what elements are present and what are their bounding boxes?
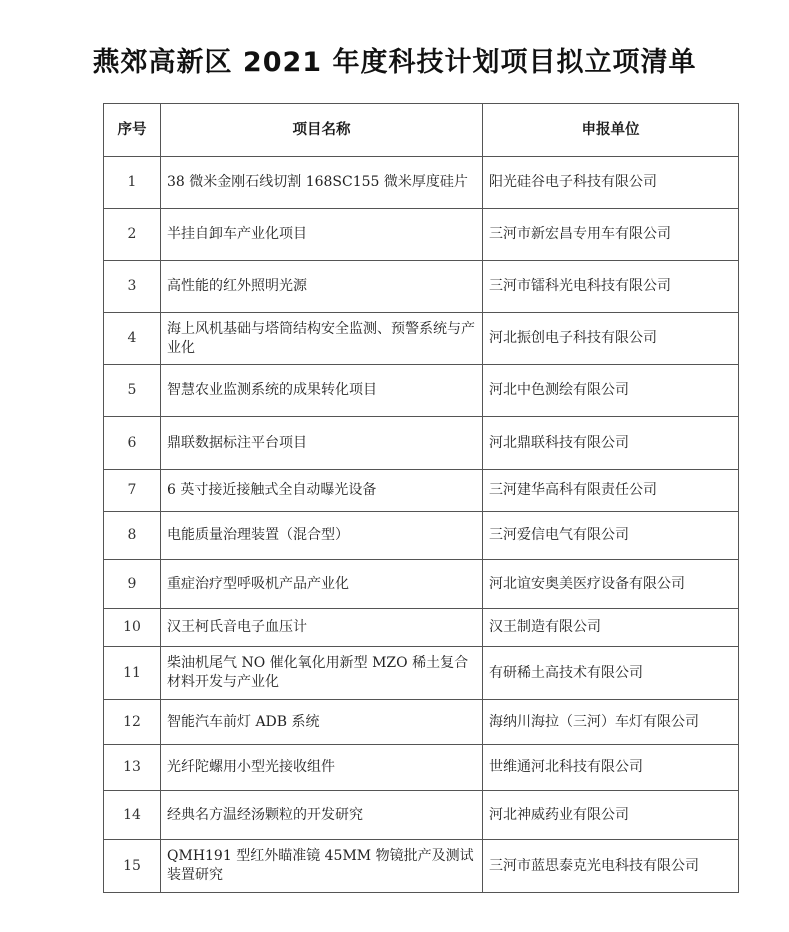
header-seq: 序号 bbox=[104, 104, 161, 157]
row-project-name: 重症治疗型呼吸机产品产业化 bbox=[161, 560, 483, 609]
row-seq: 3 bbox=[104, 261, 161, 313]
header-project-name: 项目名称 bbox=[161, 104, 483, 157]
table-row bbox=[104, 365, 739, 417]
table-row bbox=[104, 313, 739, 365]
table-row bbox=[104, 560, 739, 609]
row-applicant-unit: 有研稀土高技术有限公司 bbox=[483, 647, 739, 700]
row-seq: 9 bbox=[104, 560, 161, 609]
row-project-name: 38 微米金刚石线切割 168SC155 微米厚度硅片 bbox=[161, 157, 483, 209]
row-applicant-unit: 阳光硅谷电子科技有限公司 bbox=[483, 157, 739, 209]
table-row bbox=[104, 512, 739, 560]
row-project-name: QMH191 型红外瞄准镜 45MM 物镜批产及测试装置研究 bbox=[161, 840, 483, 893]
row-project-name: 半挂自卸车产业化项目 bbox=[161, 209, 483, 261]
row-applicant-unit: 三河市新宏昌专用车有限公司 bbox=[483, 209, 739, 261]
row-applicant-unit: 河北谊安奥美医疗设备有限公司 bbox=[483, 560, 739, 609]
row-applicant-unit: 三河市蓝思泰克光电科技有限公司 bbox=[483, 840, 739, 893]
table-row bbox=[104, 609, 739, 647]
row-applicant-unit: 三河建华高科有限责任公司 bbox=[483, 470, 739, 512]
table-row bbox=[104, 261, 739, 313]
table-header-row bbox=[104, 104, 739, 157]
row-project-name: 6 英寸接近接触式全自动曝光设备 bbox=[161, 470, 483, 512]
row-applicant-unit: 海纳川海拉（三河）车灯有限公司 bbox=[483, 700, 739, 745]
table-row bbox=[104, 209, 739, 261]
row-seq: 11 bbox=[104, 647, 161, 700]
row-seq: 4 bbox=[104, 313, 161, 365]
table-row bbox=[104, 470, 739, 512]
row-applicant-unit: 河北中色测绘有限公司 bbox=[483, 365, 739, 417]
row-project-name: 汉王柯氏音电子血压计 bbox=[161, 609, 483, 647]
row-seq: 2 bbox=[104, 209, 161, 261]
table-row bbox=[104, 157, 739, 209]
row-applicant-unit: 三河市镭科光电科技有限公司 bbox=[483, 261, 739, 313]
table-row bbox=[104, 700, 739, 745]
row-project-name: 经典名方温经汤颗粒的开发研究 bbox=[161, 791, 483, 840]
header-applicant-unit: 申报单位 bbox=[483, 104, 739, 157]
row-applicant-unit: 河北振创电子科技有限公司 bbox=[483, 313, 739, 365]
row-project-name: 智能汽车前灯 ADB 系统 bbox=[161, 700, 483, 745]
row-seq: 5 bbox=[104, 365, 161, 417]
table-row bbox=[104, 417, 739, 470]
row-applicant-unit: 世维通河北科技有限公司 bbox=[483, 745, 739, 791]
row-applicant-unit: 汉王制造有限公司 bbox=[483, 609, 739, 647]
row-seq: 13 bbox=[104, 745, 161, 791]
project-list-table bbox=[103, 103, 739, 893]
table-row bbox=[104, 647, 739, 700]
row-seq: 6 bbox=[104, 417, 161, 470]
table-row bbox=[104, 745, 739, 791]
row-seq: 14 bbox=[104, 791, 161, 840]
row-project-name: 智慧农业监测系统的成果转化项目 bbox=[161, 365, 483, 417]
row-seq: 12 bbox=[104, 700, 161, 745]
row-seq: 7 bbox=[104, 470, 161, 512]
row-project-name: 海上风机基础与塔筒结构安全监测、预警系统与产业化 bbox=[161, 313, 483, 365]
table-row bbox=[104, 840, 739, 893]
row-applicant-unit: 河北神威药业有限公司 bbox=[483, 791, 739, 840]
row-seq: 10 bbox=[104, 609, 161, 647]
row-seq: 15 bbox=[104, 840, 161, 893]
page-title: 燕郊高新区 2021 年度科技计划项目拟立项清单 bbox=[92, 47, 697, 78]
row-project-name: 高性能的红外照明光源 bbox=[161, 261, 483, 313]
row-applicant-unit: 三河爱信电气有限公司 bbox=[483, 512, 739, 560]
row-seq: 8 bbox=[104, 512, 161, 560]
row-project-name: 光纤陀螺用小型光接收组件 bbox=[161, 745, 483, 791]
row-seq: 1 bbox=[104, 157, 161, 209]
row-project-name: 电能质量治理装置（混合型） bbox=[161, 512, 483, 560]
row-project-name: 鼎联数据标注平台项目 bbox=[161, 417, 483, 470]
table-row bbox=[104, 791, 739, 840]
row-applicant-unit: 河北鼎联科技有限公司 bbox=[483, 417, 739, 470]
row-project-name: 柴油机尾气 NO 催化氧化用新型 MZO 稀土复合材料开发与产业化 bbox=[161, 647, 483, 700]
